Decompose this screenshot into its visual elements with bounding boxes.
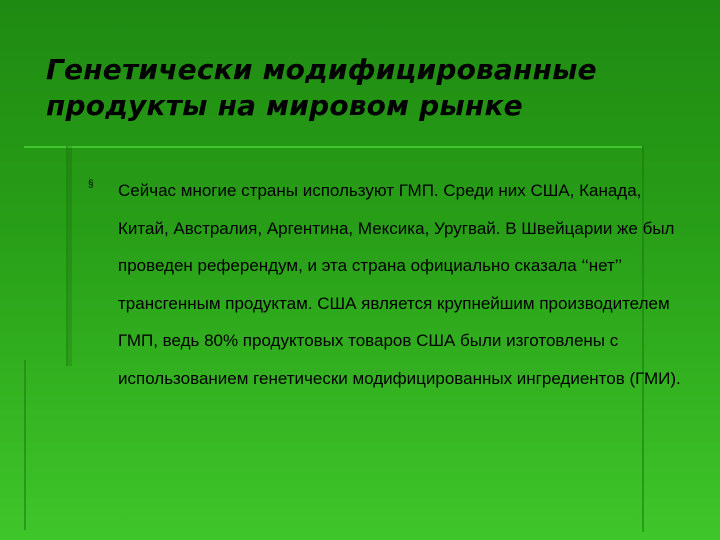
slide-title: Генетически модифицированные продукты на мировом рынке [46,53,597,122]
left-lower-accent-line [24,360,26,530]
shadow-bar [68,146,72,366]
square-bullet-icon: § [88,179,94,190]
slide-content [88,172,688,397]
body-text: Сейчас многие страны используют ГМП. Среди них США, Канада, Китай, Австралия, Аргентина, Мексика, Уругвай. В Швейцарии же был проведен референдум, и эта страна официально сказала ‘‘нет’’ трансгенным продуктам. США является крупнейшим производителем ГМП, ведь 80% продуктовых товаров США были изготовлены с использованием генетически модифицированных ингредиентов (ГМИ). [118,181,681,388]
top-accent-line [24,146,642,148]
